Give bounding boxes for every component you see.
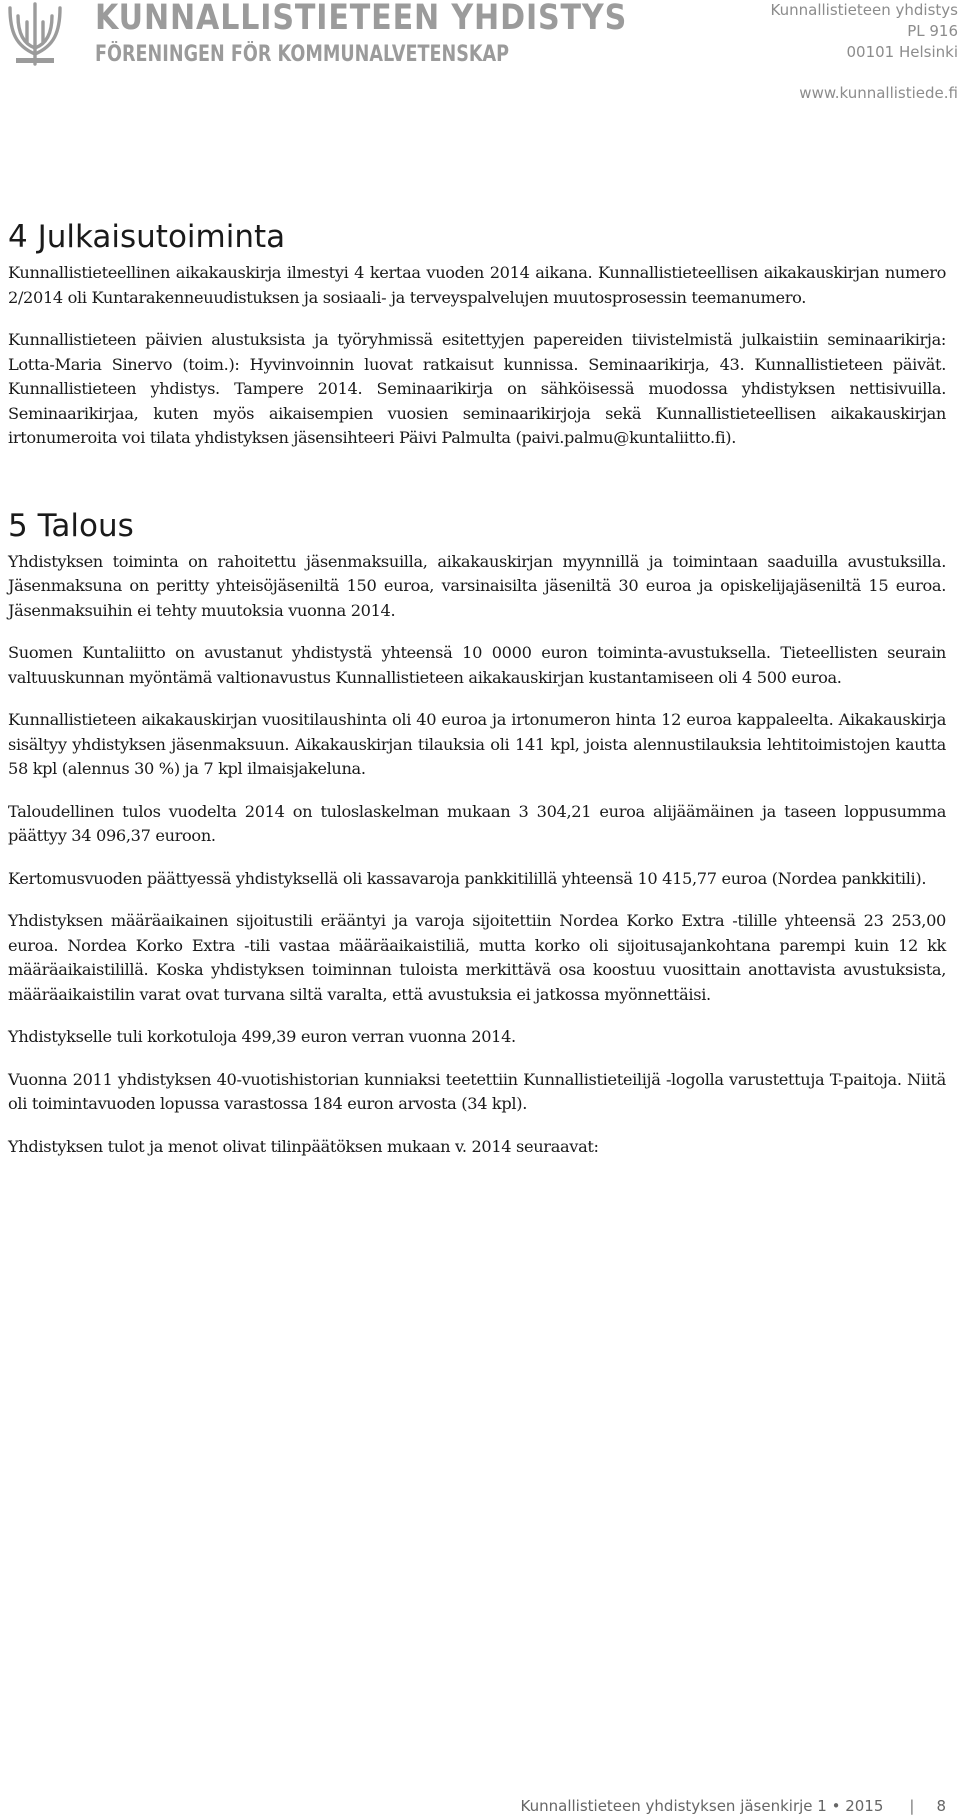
page-number: 8: [936, 1797, 946, 1815]
paragraph: Vuonna 2011 yhdistyksen 40-vuotishistorian kunniaksi teetettiin Kunnallistieteilijä -logolla varustettuja T-paitoja. Niitä oli toimintavuoden lopussa varastossa 184 euron arvosta (34 kpl).: [8, 1069, 946, 1113]
contact-block: [771, 0, 958, 104]
contact-pobox: PL 916: [907, 22, 958, 40]
section-heading-publications: 4 Julkaisutoiminta: [8, 219, 286, 255]
paragraph: Yhdistyksen määräaikainen sijoitustili erääntyi ja varoja sijoitettiin Nordea Korko Extra -tilille yhteensä 23 253,00 euroa. Nordea Korko Extra -tili vastaa määräaikaistiliä, mutta korko oli sijoitusajankohtana parempi kuin 12 kk määräaikaistilillä. Koska yhdistyksen toiminnan tuloista merkittävä osa koostuu vuosittain anottavista avustuksista, määräaikaistilin varat ovat turvana siltä varalta, että avustuksia ei jatkossa myönnettäisi.: [8, 911, 946, 1004]
paragraph: Suomen Kuntaliitto on avustanut yhdistystä yhteensä 10 0000 euron toiminta-avustuksella. Tieteellisten seurain valtuuskunnan myöntämä valtionavustus Kunnallistieteen aikakauskirjan kustantamiseen oli 4 500 euroa.: [8, 643, 946, 687]
paragraph: Kunnallistieteellinen aikakauskirja ilmestyi 4 kertaa vuoden 2014 aikana. Kunnallistieteellisen aikakauskirjan numero 2/2014 oli Kuntarakenneuudistuksen ja sosiaali- ja terveyspalvelujen muutosprosessin teemanumero.: [8, 263, 946, 307]
organization-name-swedish: FÖRENINGEN FÖR KOMMUNALVETENSKAP: [95, 42, 510, 67]
paragraph: Yhdistykselle tuli korkotuloja 499,39 euron verran vuonna 2014.: [8, 1027, 516, 1046]
page-header: [0, 0, 960, 110]
paragraph: Kunnallistieteen aikakauskirjan vuositilaushinta oli 40 euroa ja irtonumeron hinta 12 euroa kappaleelta. Aikakauskirja sisältyy yhdistyksen jäsenmaksuun. Aikakauskirjan tilauksia oli 141 kpl, joista alennustilauksia lehtitoimistojen kautta 58 kpl (alennus 30 %) ja 7 kpl ilmaisjakeluna.: [8, 710, 946, 778]
section-finances: [8, 508, 946, 1160]
contact-name: Kunnallistieteen yhdistys: [770, 1, 958, 19]
footer-publication-title: Kunnallistieteen yhdistyksen jäsenkirje 1 • 2015: [520, 1797, 884, 1815]
wheat-logo-icon: [6, 2, 64, 68]
paragraph: Kunnallistieteen päivien alustuksista ja työryhmissä esitettyjen papereiden tiivistelmistä julkaistiin seminaarikirja: Lotta-Maria Sinervo (toim.): Hyvinvoinnin luovat ratkaisut kunnissa. Seminaarikirja, 43. Kunnallistieteen päivät. Kunnallistieteen yhdistys. Tampere 2014. Seminaarikirja on sähköisessä muodossa yhdistyksen nettisivuilla. Seminaarikirjaa, kuten myös aikaisempien vuosien seminaarikirjoja sekä Kunnallistieteellisen aikakauskirjan irtonumeroita voi tilata yhdistyksen jäsensihteeri Päivi Palmulta (paivi.palmu@kuntaliitto.fi).: [8, 330, 946, 447]
footer-separator: |: [909, 1797, 915, 1815]
organization-name-finnish: KUNNALLISTIETEEN YHDISTYS: [95, 0, 628, 38]
contact-city: 00101 Helsinki: [846, 43, 958, 61]
paragraph: Kertomusvuoden päättyessä yhdistyksellä oli kassavaroja pankkitilillä yhteensä 10 415,77 euroa (Nordea pankkitili).: [8, 868, 927, 888]
section-publications: [8, 219, 946, 451]
section-heading-finances: 5 Talous: [8, 507, 134, 544]
page-footer: [521, 1797, 946, 1815]
paragraph: Taloudellinen tulos vuodelta 2014 on tuloslaskelman mukaan 3 304,21 euroa alijäämäinen ja taseen loppusumma päättyy 34 096,37 euroon.: [8, 801, 946, 845]
paragraph: Yhdistyksen toiminta on rahoitettu jäsenmaksuilla, aikakauskirjan myynnillä ja toimintaan saaduilla avustuksilla. Jäsenmaksuna on peritty yhteisöjäseniltä 150 euroa, varsinaisilta jäseniltä 30 euroa ja opiskelijajäseniltä 15 euroa. Jäsenmaksuihin ei tehty muutoksia vuonna 2014.: [8, 551, 946, 620]
paragraph: Yhdistyksen tulot ja menot olivat tilinpäätöksen mukaan v. 2014 seuraavat:: [8, 1136, 599, 1156]
website-link[interactable]: www.kunnallistiede.fi: [799, 84, 958, 102]
document-body: [8, 219, 946, 1177]
